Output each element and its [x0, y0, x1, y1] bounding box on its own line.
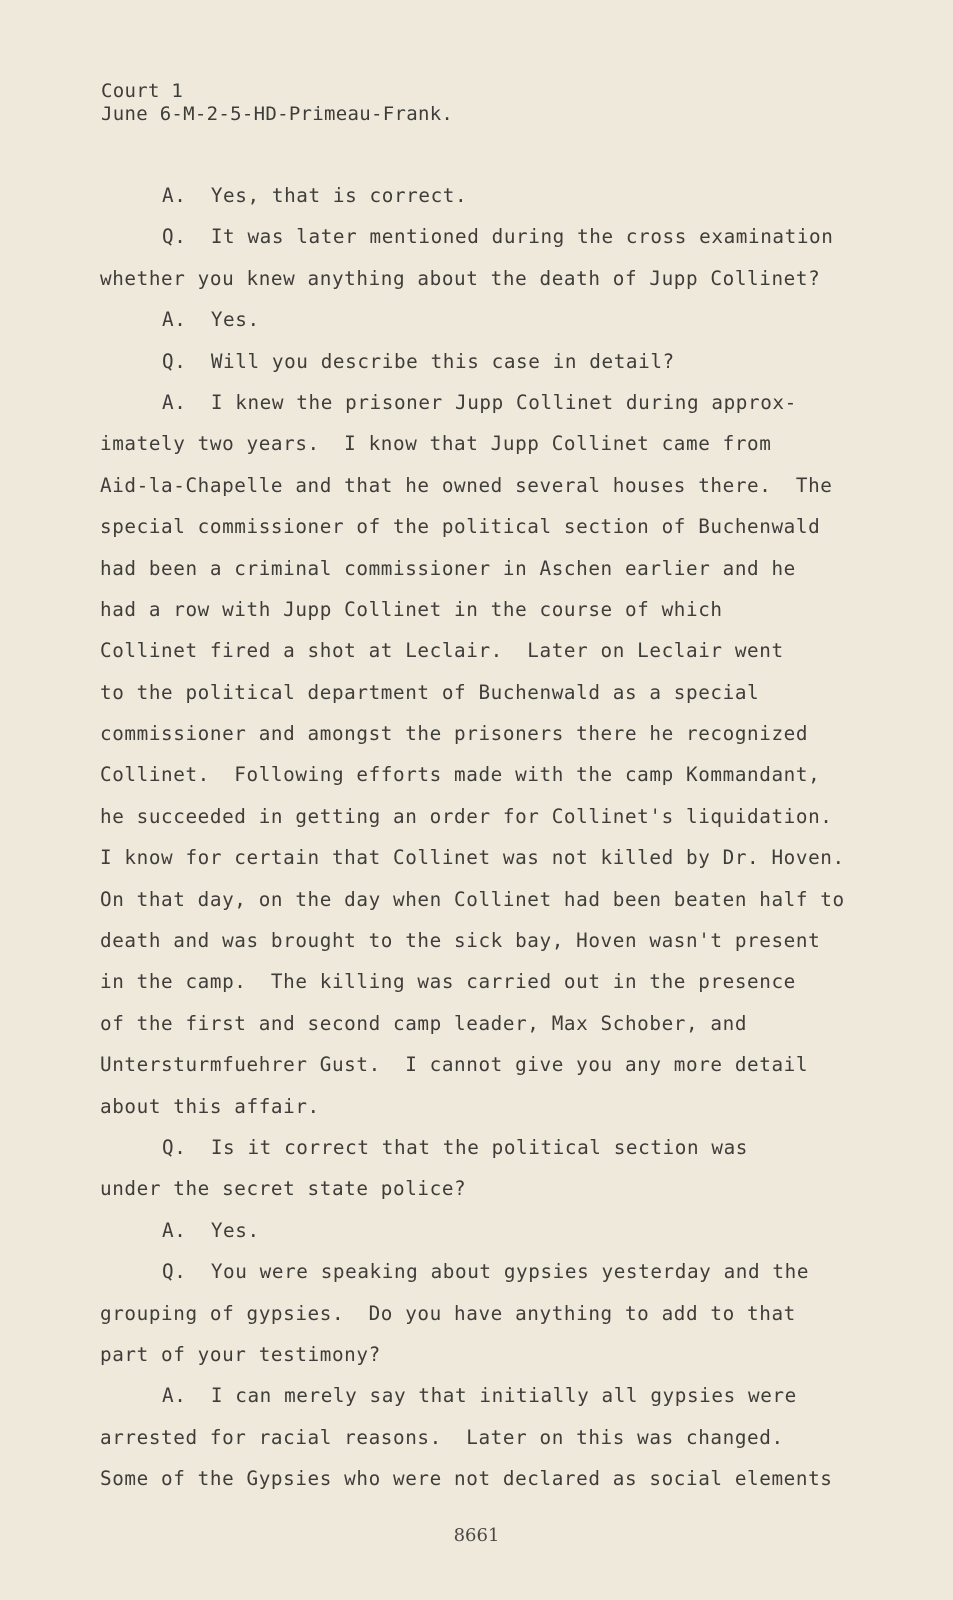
transcript-line: grouping of gypsies. Do you have anything to add to that	[100, 1301, 796, 1325]
transcript-line: death and was brought to the sick bay, Hoven wasn't present	[100, 929, 821, 953]
transcript-line: had been a criminal commissioner in Aschen earlier and he	[100, 556, 796, 580]
transcript-line: A. I can merely say that initially all gypsies were	[162, 1384, 797, 1408]
page-number: 8661	[453, 1525, 500, 1546]
transcript-line: On that day, on the day when Collinet had been beaten half to	[100, 887, 845, 911]
transcript-line: about this affair.	[100, 1094, 320, 1118]
transcript-line: of the first and second camp leader, Max Schober, and	[100, 1011, 748, 1035]
transcript-line: Q. It was later mentioned during the cross examination	[162, 225, 834, 249]
transcript-line: Q. You were speaking about gypsies yesterday and the	[162, 1260, 810, 1284]
transcript-line: part of your testimony?	[100, 1342, 381, 1366]
transcript-line: Untersturmfuehrer Gust. I cannot give you any more detail	[100, 1053, 809, 1077]
transcript-line: A. Yes.	[162, 1218, 260, 1242]
transcript-line: had a row with Jupp Collinet in the course of which	[100, 597, 723, 621]
transcript-line: Aid-la-Chapelle and that he owned several houses there. The	[100, 473, 833, 497]
header-reference: June 6-M-2-5-HD-Primeau-Frank.	[101, 103, 454, 125]
transcript-line: under the secret state police?	[100, 1177, 467, 1201]
transcript-line: A. Yes, that is correct.	[162, 184, 468, 207]
transcript-line: A. Yes.	[162, 308, 260, 332]
transcript-line: Q. Will you describe this case in detail?	[162, 349, 675, 373]
transcript-body	[100, 175, 860, 1500]
transcript-line: whether you knew anything about the death of Jupp Collinet?	[100, 266, 821, 290]
transcript-line: Some of the Gypsies who were not declared as social elements	[100, 1467, 833, 1491]
transcript-line: arrested for racial reasons. Later on this was changed.	[100, 1425, 784, 1449]
transcript-line: to the political department of Buchenwald as a special	[100, 680, 760, 704]
transcript-line: Collinet. Following efforts made with the camp Kommandant,	[100, 763, 821, 787]
transcript-line: in the camp. The killing was carried out in the presence	[100, 970, 796, 994]
transcript-line: he succeeded in getting an order for Collinet's liquidation.	[100, 804, 833, 828]
transcript-line: Collinet fired a shot at Leclair. Later on Leclair went	[100, 639, 784, 663]
transcript-line: I know for certain that Collinet was not killed by Dr. Hoven.	[100, 846, 845, 870]
transcript-line: imately two years. I know that Jupp Collinet came from	[100, 432, 772, 456]
header-court: Court 1	[101, 80, 184, 102]
header	[101, 80, 453, 126]
transcript-line: A. I knew the prisoner Jupp Collinet during approx-	[162, 390, 797, 414]
transcript-line: Q. Is it correct that the political section was	[162, 1135, 748, 1159]
transcript-line: commissioner and amongst the prisoners there he recognized	[100, 722, 809, 746]
transcript-line: special commissioner of the political section of Buchenwald	[100, 515, 821, 539]
